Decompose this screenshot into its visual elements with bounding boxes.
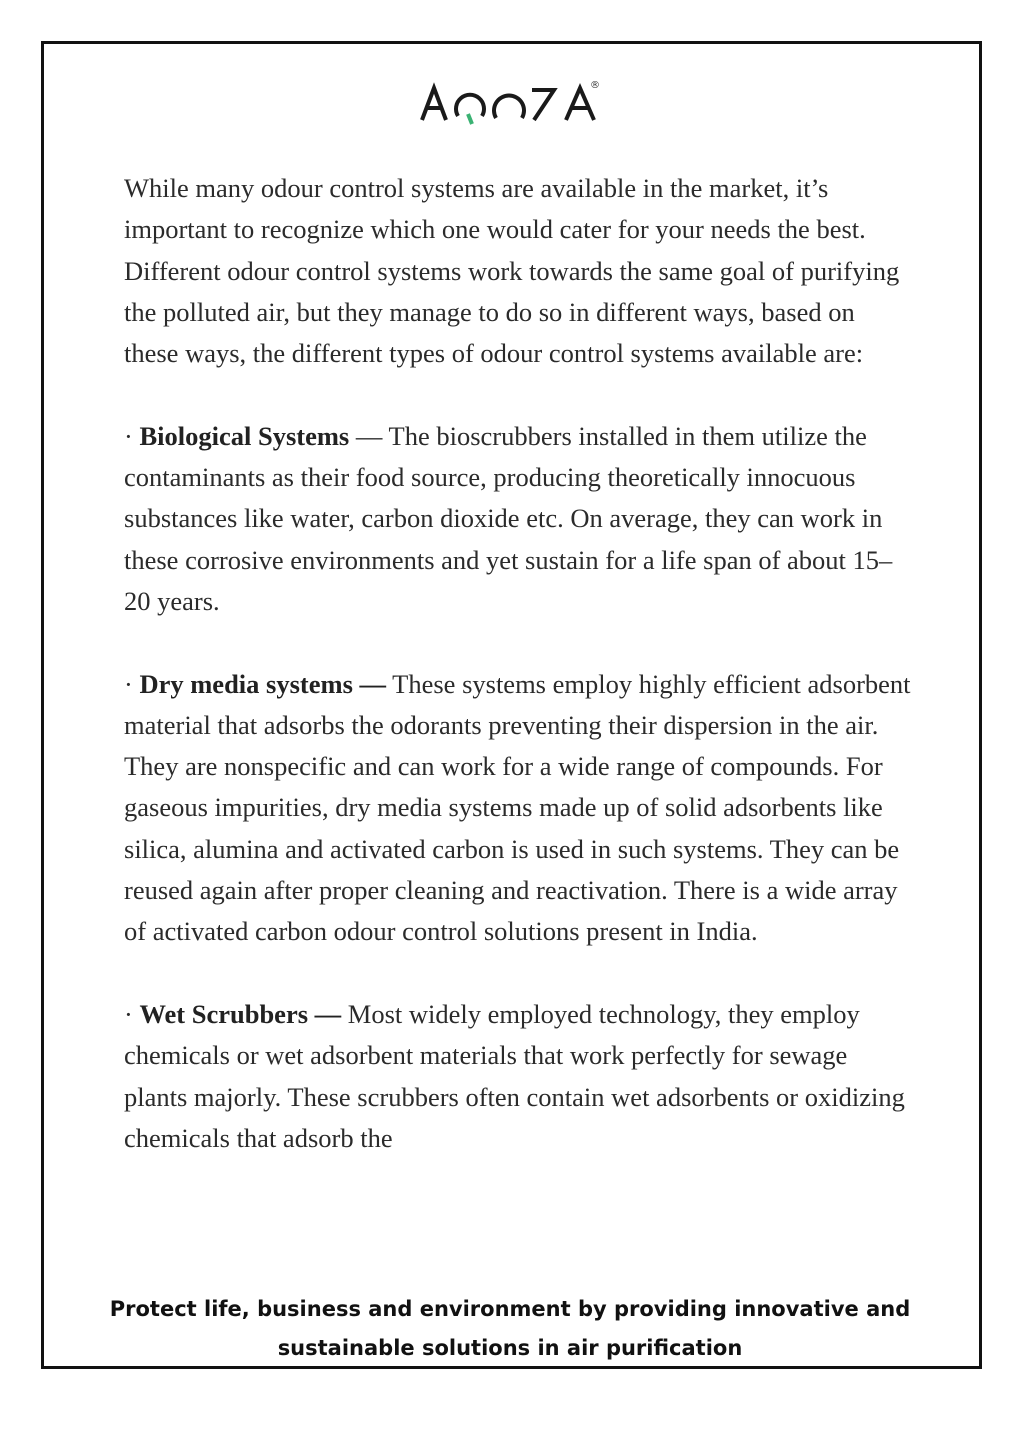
separator: [341, 999, 348, 1029]
bullet: ·: [124, 420, 140, 451]
list-item-wet-scrubbers: [124, 994, 914, 1159]
company-logo: [420, 80, 610, 128]
item-title: Dry media systems —: [139, 668, 387, 699]
item-body: These systems employ highly efficient adsorbent material that adsorbs the odorants preventing their dispersion in the air. They are nonspecific and can work for a wide range of compounds. For gaseous impurities, dry media systems made up of solid adsorbents like silica, alumina and activated carbon is used in such systems. They can be reused again after proper cleaning and reactivation. There is a wide array of activated carbon odour control solutions present in India.: [124, 668, 911, 947]
footer-tagline: [60, 1290, 960, 1368]
item-title: Biological Systems: [139, 420, 350, 451]
bullet: ·: [124, 668, 140, 699]
item-title: Wet Scrubbers —: [139, 998, 342, 1029]
separator: —: [349, 420, 389, 451]
registered-mark: ®: [590, 80, 600, 91]
footer-line-1: Protect life, business and environment by providing innovative and: [109, 1297, 911, 1321]
list-item-biological: [124, 416, 914, 622]
item-body: Most widely employed technology, they employ chemicals or wet adsorbent materials that work perfectly for sewage plants majorly. These scrubbers often contain wet adsorbents or oxidizing chemicals that adsorb the: [124, 998, 905, 1153]
list-item-dry-media: [124, 664, 914, 953]
item-body: The bioscrubbers installed in them utilize the contaminants as their food source, producing theoretically innocuous substances like water, carbon dioxide etc. On average, they can work in these corrosive environments and yet sustain for a life span of about 15–20 years.: [124, 420, 893, 616]
bullet: ·: [124, 998, 140, 1029]
logo-mark: [420, 80, 610, 128]
intro-paragraph: While many odour control systems are available in the market, it’s important to recognize which one would cater for your needs the best. Different odour control systems work towards the same goal of purifying the polluted air, but they manage to do so in different ways, based on these ways, the different types of odour control systems available are:: [124, 173, 900, 369]
article-body: [124, 168, 914, 1200]
footer-line-2: sustainable solutions in air purification: [277, 1336, 743, 1360]
